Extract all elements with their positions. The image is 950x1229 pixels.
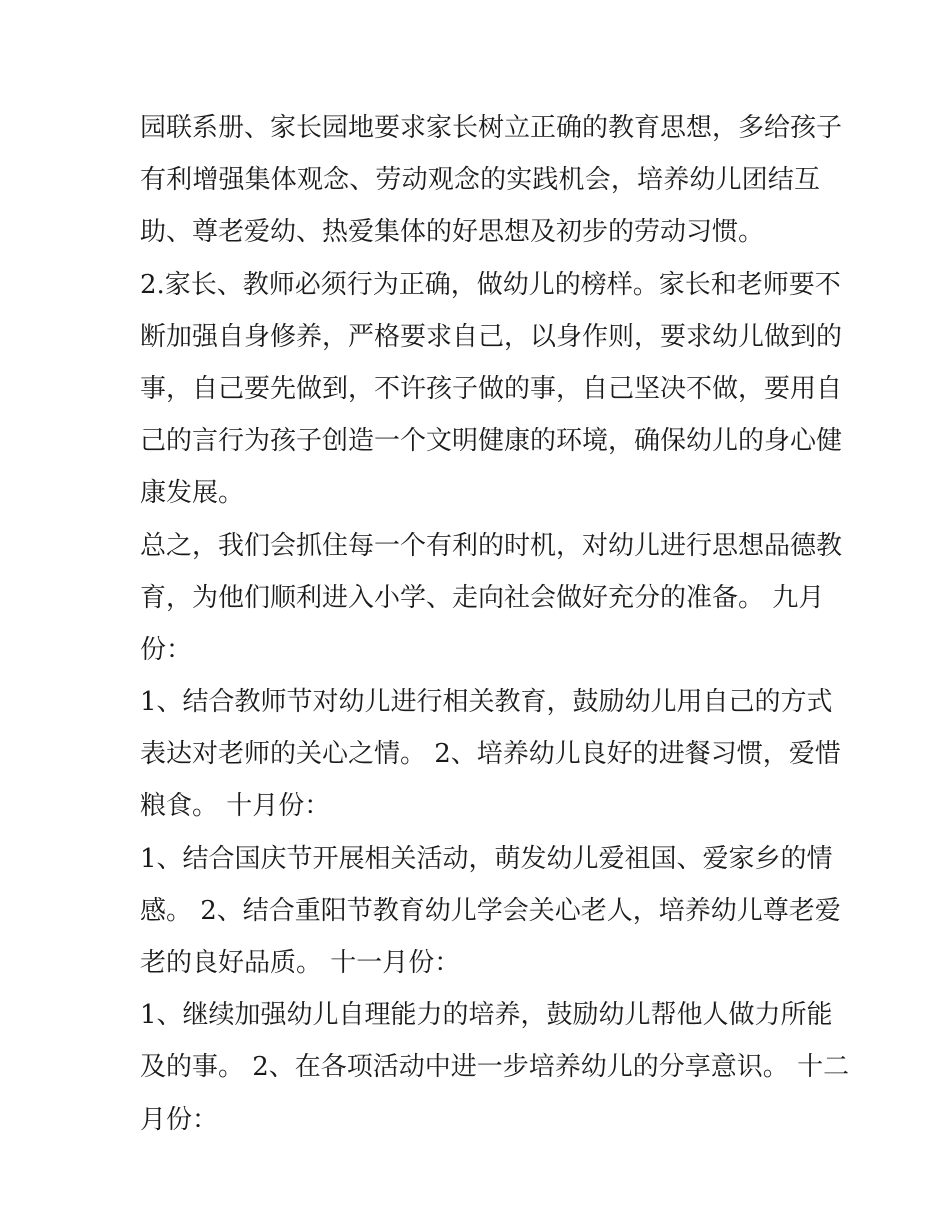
text-line: 己的言行为孩子创造一个文明健康的环境，确保幼儿的身心健 xyxy=(140,426,843,457)
text-line: 事，自己要先做到，不许孩子做的事，自己坚决不做，要用自 xyxy=(140,373,843,404)
text-line: 月份： xyxy=(140,1104,219,1135)
text-line: 份： xyxy=(140,634,193,665)
text-line: 老的良好品质。 十一月份： xyxy=(140,948,461,978)
text-line: 感。 2、结合重阳节教育幼儿学会关心老人，培养幼儿尊老爱 xyxy=(140,895,841,926)
text-line: 及的事。 2、在各项活动中进一步培养幼儿的分享意识。 十二 xyxy=(140,1052,850,1083)
text-line: 育，为他们顺利进入小学、走向社会做好充分的准备。 九月 xyxy=(140,582,825,613)
text-line: 有利增强集体观念、劳动观念的实践机会，培养幼儿团结互 xyxy=(140,165,820,196)
text-line: 康发展。 xyxy=(140,478,245,509)
text-line: 粮食。 十月份： xyxy=(140,791,331,822)
text-line: 1、继续加强幼儿自理能力的培养，鼓励幼儿帮他人做力所能 xyxy=(140,1000,833,1031)
text-line: 表达对老师的关心之情。 2、培养幼儿良好的进餐习惯，爱惜 xyxy=(140,739,841,770)
document-body-text xyxy=(140,102,850,1146)
text-line: 园联系册、家长园地要求家长树立正确的教育思想，多给孩子 xyxy=(140,113,843,143)
text-line: 总之，我们会抓住每一个有利的时机，对幼儿进行思想品德教 xyxy=(140,530,843,561)
text-line: 助、尊老爱幼、热爱集体的好思想及初步的劳动习惯。 xyxy=(140,217,765,248)
text-line: 2.家长、教师必须行为正确，做幼儿的榜样。家长和老师要不 xyxy=(140,269,841,300)
text-line: 断加强自身修养，严格要求自己，以身作则，要求幼儿做到的 xyxy=(140,321,843,352)
text-line: 1、结合教师节对幼儿进行相关教育，鼓励幼儿用自己的方式 xyxy=(140,687,833,718)
text-line: 1、结合国庆节开展相关活动，萌发幼儿爱祖国、爱家乡的情 xyxy=(140,843,833,874)
